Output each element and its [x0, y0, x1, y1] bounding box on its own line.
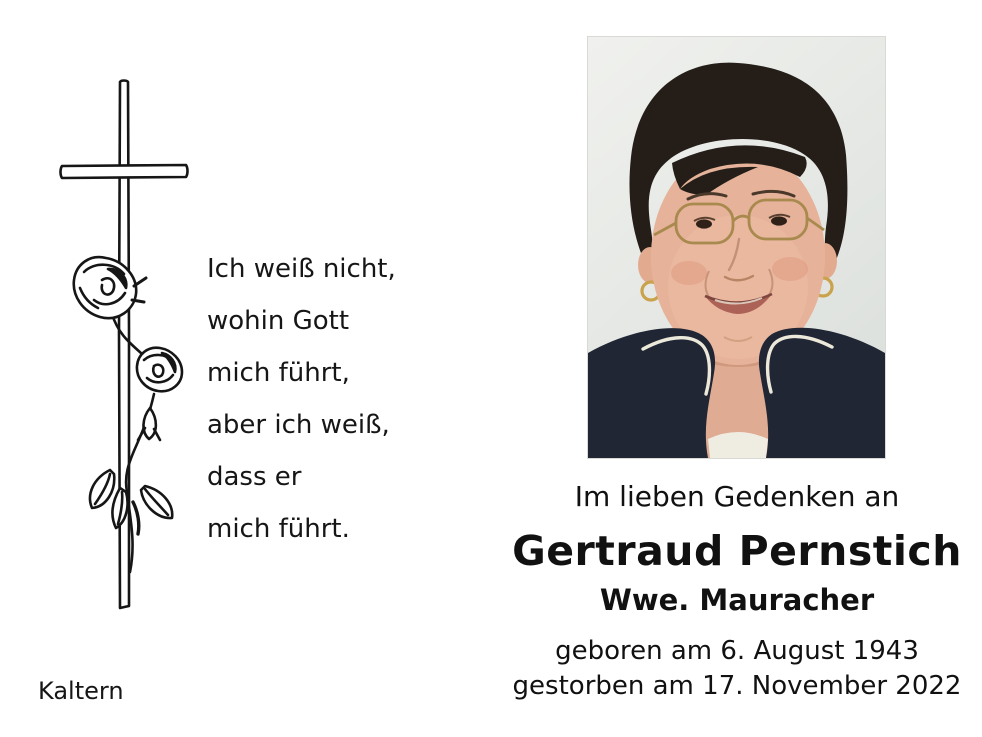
poem-line: wohin Gott	[207, 306, 350, 336]
poem-line: dass er	[207, 462, 302, 492]
portrait-photo-art	[588, 37, 885, 458]
poem-line: mich führt,	[207, 358, 350, 388]
eye-right	[771, 216, 787, 225]
place-label: Kaltern	[38, 677, 124, 705]
deceased-name: Gertraud Pernstich	[512, 527, 962, 575]
birth-date-line: geboren am 6. August 1943	[555, 636, 919, 666]
cross-with-roses-icon	[50, 72, 198, 624]
poem	[207, 243, 467, 555]
widow-name: Wwe. Mauracher	[599, 583, 875, 617]
memorial-intro: Im lieben Gedenken an	[574, 480, 900, 513]
portrait-photo	[588, 37, 885, 458]
shirt	[708, 432, 768, 458]
poem-line: mich führt.	[207, 514, 350, 544]
death-date-line: gestorben am 17. November 2022	[512, 671, 962, 701]
eye-left	[696, 219, 712, 228]
poem-line: aber ich weiß,	[207, 410, 390, 440]
poem-line: Ich weiß nicht,	[207, 254, 396, 284]
